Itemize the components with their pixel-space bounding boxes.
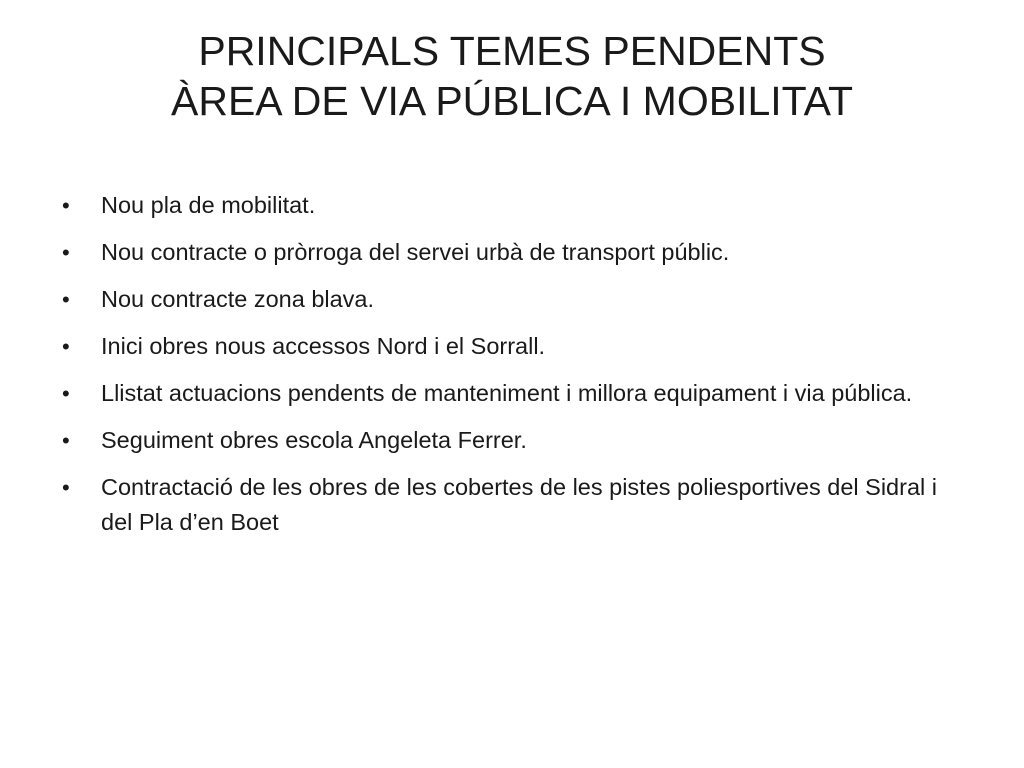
bullet-text: Contractació de les obres de les cobertes de les pistes poliesportives del Sidral i del Pla d’en Boet [101,474,937,535]
slide-title [40,26,984,126]
bullet-item [58,329,958,364]
bullet-icon: • [62,334,70,359]
bullet-icon: • [62,475,70,500]
bullet-item [58,423,958,458]
bullet-icon: • [62,193,70,218]
slide-title-line-1: PRINCIPALS TEMES PENDENTS [198,28,826,74]
bullet-icon: • [62,428,70,453]
bullet-item [58,235,958,270]
bullet-item [58,188,958,223]
bullet-text: Inici obres nous accessos Nord i el Sorrall. [101,333,546,359]
bullet-item [58,376,958,411]
bullet-text: Llistat actuacions pendents de manteniment i millora equipament i via pública. [101,380,913,406]
bullet-item [58,282,958,317]
slide-title-line-2: ÀREA DE VIA PÚBLICA I MOBILITAT [170,78,854,124]
bullet-list [58,188,958,552]
bullet-icon: • [62,381,70,406]
bullet-icon: • [62,240,70,265]
bullet-text: Seguiment obres escola Angeleta Ferrer. [101,427,527,453]
bullet-text: Nou contracte zona blava. [101,286,375,312]
bullet-text: Nou pla de mobilitat. [101,192,316,218]
bullet-text: Nou contracte o pròrroga del servei urbà de transport públic. [101,239,730,265]
bullet-item [58,470,958,540]
bullet-icon: • [62,287,70,312]
